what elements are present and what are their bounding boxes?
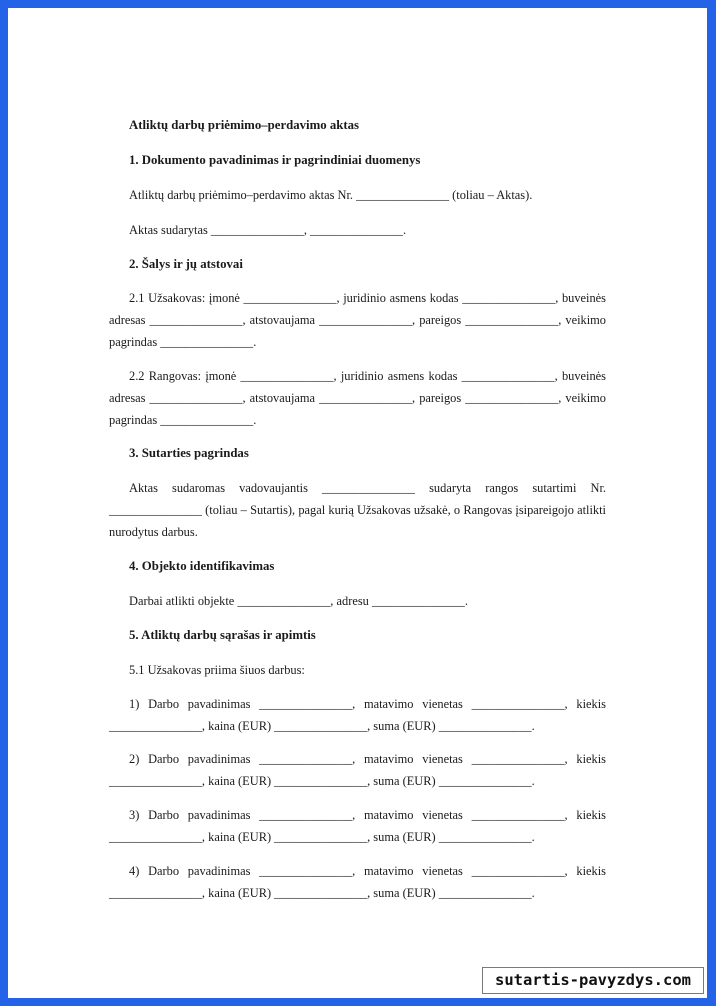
section-1-paragraph-1: Atliktų darbų priėmimo–perdavimo aktas Nr. _______________ (toliau – Aktas). bbox=[129, 188, 533, 202]
site-watermark: sutartis-pavyzdys.com bbox=[482, 967, 704, 994]
section-4-heading: 4. Objekto identifikavimas bbox=[129, 559, 275, 573]
section-3-heading: 3. Sutarties pagrindas bbox=[129, 446, 249, 460]
document-title: Atliktų darbų priėmimo–perdavimo aktas bbox=[129, 118, 360, 132]
section-4-paragraph-1: Darbai atlikti objekte _______________, adresu _______________. bbox=[129, 594, 468, 608]
work-item-2: 2) Darbo pavadinimas _______________, matavimo vienetas _______________, kiekis _______________, kaina (EUR) _______________, suma (EUR) _______________. bbox=[109, 752, 606, 788]
section-2-paragraph-customer: 2.1 Užsakovas: įmonė _______________, juridinio asmens kodas _______________, buveinės adresas _______________, atstovaujama _______________, pareigos _______________, veikimo pagrindas _______________. bbox=[109, 291, 606, 349]
section-2-paragraph-contractor: 2.2 Rangovas: įmonė _______________, juridinio asmens kodas _______________, buveinės adresas _______________, atstovaujama _______________, pareigos _______________, veikimo pagrindas _______________. bbox=[109, 369, 606, 427]
section-3-paragraph-1: Aktas sudaromas vadovaujantis _______________ sudaryta rangos sutartimi Nr. _______________ (toliau – Sutartis), pagal kurią Užsakovas užsakė, o Rangovas įsipareigojo atlikti nurodytus darbus. bbox=[109, 481, 606, 539]
work-item-1: 1) Darbo pavadinimas _______________, matavimo vienetas _______________, kiekis _______________, kaina (EUR) _______________, suma (EUR) _______________. bbox=[109, 697, 606, 733]
section-5-heading: 5. Atliktų darbų sąrašas ir apimtis bbox=[129, 628, 316, 642]
section-1-heading: 1. Dokumento pavadinimas ir pagrindiniai duomenys bbox=[129, 153, 421, 167]
document-page bbox=[8, 8, 707, 998]
section-5-paragraph-intro: 5.1 Užsakovas priima šiuos darbus: bbox=[129, 663, 305, 677]
section-1-paragraph-2: Aktas sudarytas _______________, _______________. bbox=[129, 223, 407, 237]
section-2-heading: 2. Šalys ir jų atstovai bbox=[129, 257, 243, 271]
work-item-4: 4) Darbo pavadinimas _______________, matavimo vienetas _______________, kiekis _______________, kaina (EUR) _______________, suma (EUR) _______________. bbox=[109, 864, 606, 900]
work-item-3: 3) Darbo pavadinimas _______________, matavimo vienetas _______________, kiekis _______________, kaina (EUR) _______________, suma (EUR) _______________. bbox=[109, 808, 606, 844]
